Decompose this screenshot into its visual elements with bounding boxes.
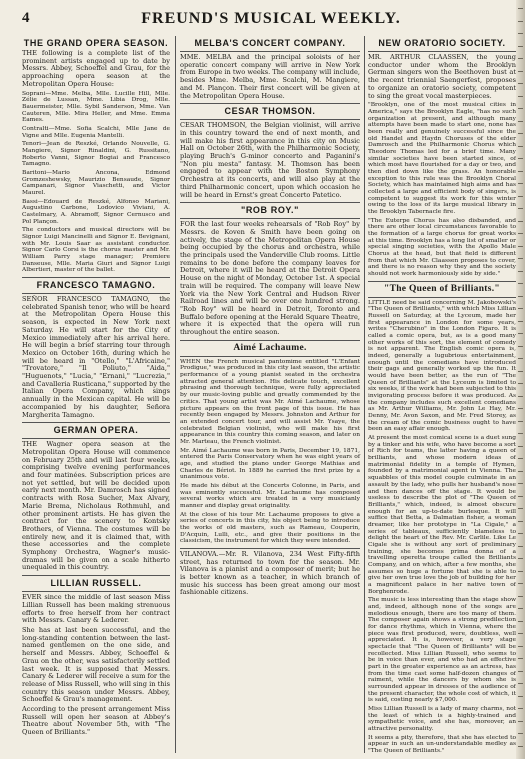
binding-mark (518, 746, 523, 747)
binding-mark (518, 608, 523, 609)
binding-mark (518, 521, 523, 522)
grand-opera-tenori: Tenori—Jean de Reszké, Orlando Nouvelle, G. Mangiere, Signor Rinaldini, G. Russitano, Roberto Vanni, Signor Bogiai and Francesco Tamagno. (22, 141, 170, 168)
binding-mark (518, 433, 523, 434)
rob-roy-body: FOR the last four weeks rehearsals of "Rob Roy" by Messrs. de Koven & Smith have been going on actively, the stage of the Metropolitan Opera House being occupied by the chorus and orchestra, while the principals used the Vanderville Club rooms. Little remains to be done before the company leaves for Detroit, where it will be heard at the Detroit Opera House on the night of Monday, October 1st. A special train will be required. The company will leave New York via the New York Central and Hudson River Railroad lines and will be over one hundred strong. "Rob Roy" will be heard in Detroit, Toronto and Buffalo before opening at the Herald Square Theatre, where it is expected that the opera will run throughout the entire season. (180, 220, 360, 337)
binding-mark (518, 658, 523, 659)
russell-p3: According to the present arrangement Miss Russell will open her season at Abbey's Theatre about November 5th, with "The Queen of Brilliants." (22, 705, 170, 737)
article-heading-lillian-russell: LILLIAN RUSSELL. (50, 578, 142, 589)
lachaume-p2: Mr. Aimé Lachaume was born in Paris, December 19, 1871, entered the Paris Conservatory when he was eight years of age, and studied the piano under George Mathias and Charles de Bériot. In 1889 he carried the first prize by a unanimous vote. (180, 447, 360, 481)
article-heading-thomson: CESAR THOMSON. (224, 106, 316, 117)
melba-body: MME. MELBA and the principal soloists of her operatic concert company will arrive in New York from Europe in two weeks. The company will include, besides Mme. Melba, Mme. Scalchi, M. Mangiere, and M. Plançon. Their first concert will be given at the Metropolitan Opera House. (180, 53, 360, 100)
russell-p2: She has at last been successful, and the long-standing contention between the last-named gentlemen on the one side, and herself and Messrs. Abbey, Schoeffel & Grau on the other, was satisfactorily settled last week. It is supposed that Messrs. Canary & Lederer will receive a sum for the release of Miss Russell, who will sing in this country this season under Messrs. Abbey, Schoeffel & Grau's management. (22, 626, 170, 704)
binding-mark (518, 121, 523, 122)
binding-mark (518, 583, 523, 584)
grand-opera-intro: THE following is a complete list of the prominent artists engaged up to date by Messrs. Abbey, Schoeffel and Grau, for the approaching opera season at the Metropolitan Opera House: (22, 49, 170, 88)
binding-mark (518, 221, 523, 222)
divider (180, 202, 360, 203)
oratorio-p3: "The Euterpe Chorus has also disbanded, and there are other local circumstances favorable to the formation of a large chorus for great works at this time. Brooklyn has a long list of smaller or special singing societies, with the Apollo Male Chorus at the head, but that field is different from that which Mr. Claassen proposes to cover, and there is no reason why they and the society should not work harmoniously side by side." (368, 217, 516, 278)
article-heading-german-opera: GERMAN OPERA. (53, 425, 139, 436)
binding-mark (518, 496, 523, 497)
binding-mark (518, 133, 523, 134)
binding-mark (518, 208, 523, 209)
article-heading-tamagno: FRANCESCO TAMAGNO. (36, 279, 156, 290)
thomson-body: CESAR THOMSON, the Belgian violinist, will arrive in this country toward the end of next month, and will make his first appearance in this city on Music Hall on October 26th, with the Philharmonic Society, playing Bruch's G-minor concerto and Paganini's "Non piu mesta" fantasy. M. Thomson has been engaged to appear with the Boston Symphony Orchestra at its concerts, and will also play at the third Philharmonic concert, upon which occasion he will be heard in Ernst's great Concerto Patetico. (180, 121, 360, 199)
divider (368, 281, 516, 282)
binding-mark (518, 558, 523, 559)
binding-mark (518, 646, 523, 647)
queen-p4: Miss Lillian Russell is a lady of many charms, not the least of which is a highly-trained and sympathetic voice, and she has, moreover, an attractive personality. (368, 706, 516, 733)
binding-mark (518, 21, 523, 22)
binding-mark (518, 408, 523, 409)
lachaume-p1: WHEN the French musical pantomime entitled "L'Enfant Prodigue," was produced in this city last season, the artistic performance of a young pianist seated in the orchestra attracted general attention. His delicate touch, excellent phrasing and thorough technique, were fully appreciated by our music-loving public and greatly commended by the critics. That young artist was Mr. Aimé Lachaume, whose picture appears on the front page of this issue. He has recently been engaged by Messrs. Johnston and Arthur for an extended concert tour, and will assist Mr. Ysaye, the celebrated Belgian violinist, who will make his first appearance in this country this coming season, and later on Mr. Marteau, the French violinist. (180, 358, 360, 445)
divider (22, 422, 170, 423)
publication-title: FREUND'S MUSICAL WEEKLY. (141, 10, 401, 27)
divider (180, 548, 360, 549)
binding-mark (518, 308, 523, 309)
grand-opera-baritoni: Baritoni—Mario Ancona, Edmond Gromzeshewsky, Maurizio Bensaude, Signor Campanari, Signor Viaschetti, and Victor Maurel. (22, 169, 170, 196)
binding-mark (518, 158, 523, 159)
binding-mark (518, 146, 523, 147)
russell-p1: EVER since the middle of last season Miss Lillian Russell has been making strenuous efforts to free herself from her contract with Messrs. Canary & Lederer. (22, 593, 170, 625)
divider (22, 438, 170, 439)
column-rule-left (175, 36, 176, 753)
vilanova-body: VILANOVA.—Mr. R. Vilanova, 234 West Fifty-fifth street, has returned to town for the season. Mr. Vilanova is a pianist and a composer of merit; but he is better known as a teacher, in which branch of music his success has been great among our most fashionable citizens. (180, 549, 360, 597)
binding-mark (518, 596, 523, 597)
article-heading-oratorio-society: NEW ORATORIO SOCIETY. (378, 38, 506, 48)
binding-mark (518, 196, 523, 197)
binding-mark (518, 483, 523, 484)
column-3 (368, 36, 516, 755)
column-1 (22, 36, 170, 751)
binding-mark (518, 471, 523, 472)
binding-mark (518, 633, 523, 634)
binding-mark (518, 283, 523, 284)
binding-mark (518, 621, 523, 622)
grand-opera-conductors: The conductors and musical directors will be Signor Luigi Mancinelli and Signor E. Bevignani, with Mr. Louis Saar as assistant conductor. Signor Carlo Corsi is the chorus master and Mr. William Parry stage manager; Premiere Danseuse, Mlle. Maria Giuri and Signor Luigi Albertieri, master of the ballet. (22, 227, 170, 274)
article-heading-lachaume: Aimé Lachaume. (233, 342, 307, 353)
lachaume-p4: At the close of his tour Mr. Lachaume proposes to give a series of concerts in this city, his object being to introduce the works of old masters, such as Rameau, Couperin, D'Acquin, Lulli, etc., and give their positions in the classicism, the instrument for which they were intended. (180, 511, 360, 545)
tamagno-body: SEÑOR FRANCESCO TAMAGNO, the celebrated Spanish tenor, who will be heard at the Metropolitan Opera House this season, is expected in New York next Saturday. He will start for the City of Mexico immediately after his arrival here. He will begin a brief starring tour through Mexico on October 16th, during which he will be heard in "Otello," "L'Africaine," "Trovatore," "Il Poliuto," "Aida," "Huguenots," "Lucia," "Ernani," "Lucrezia," and Cavalleria Rusticana," supported by the Italian Opera Company, which sings annually in the Mexican capital. He will be accompanied by his daughter, Señora Margherita Tamagno. (22, 294, 170, 419)
binding-mark (518, 721, 523, 722)
divider (368, 297, 516, 298)
binding-mark (518, 271, 523, 272)
binding-mark (518, 671, 523, 672)
grand-opera-bassi: Bassi—Edouard de Reszké, Alfonso Mariani, Augustino Carbone, Lodovico Viviani, A. Castelmary, A. Abramoff, Signor Cernusco and Pol Plançon. (22, 198, 170, 225)
binding-mark (518, 296, 523, 297)
binding-mark (518, 258, 523, 259)
article-heading-queen-of-brilliants: "The Queen of Brilliants." (384, 283, 500, 294)
binding-mark (518, 46, 523, 47)
binding-mark (518, 696, 523, 697)
binding-mark (518, 383, 523, 384)
binding-mark (518, 358, 523, 359)
divider (22, 277, 170, 278)
article-heading-grand-opera: THE GRAND OPERA SEASON. (23, 38, 169, 48)
binding-mark (518, 571, 523, 572)
binding-mark (518, 58, 523, 59)
divider (180, 119, 360, 120)
article-heading-melba: MELBA'S CONCERT COMPANY. (194, 38, 346, 48)
divider (180, 103, 360, 104)
divider (180, 340, 360, 341)
binding-mark (518, 321, 523, 322)
binding-mark (518, 171, 523, 172)
binding-mark (518, 246, 523, 247)
queen-p5: It seems a pity, therefore, that she has elected to appear in such an un-understandable medley as "The Queen of Brilliants." (368, 734, 516, 755)
german-opera-body: THE Wagner opera season at the Metropolitan Opera House will commence on February 25th and will last four weeks, comprising twelve evening performances and four matinées. Subscription prices are not yet settled, but will be decided upon early next month. Mr. Damrosch has signed contracts with Rosa Sucher, Max Alvary, Marie Brema, Nicholaus Rothmuhl, and other prominent artists. He has given the contract for the scenery to Kontsky Brothers, of Vienna. The costumes will be entirely new, and it is claimed that, with these accessories and the complete Symphony Orchestra, Wagner's music-dramas will be given on a scale hitherto unequaled in this country. (22, 440, 170, 572)
queen-p1: LITTLE need be said concerning M. Jakobowski's "The Queen of Brilliants," with which Miss Lillian Russell on Saturday, at the Lyceum, made her first appearance in London for some years, writes "Cherubino" in the London Figaro. It is called a comic opera, but, as is a good many other works of this sort, the element of comedy is not apparent. The English comic opera is, indeed, generally a lugubrious entertainment, enough until the comedians have introduced their gags and generally worked up the fun. It would have been better, as the run of "The Queen of Brilliants" at the Lyceum is limited to six weeks, if the work had been subjected to this invigorating process before it was produced. As the company includes such excellent comedians as Mr. Arthur Williams, Mr. John Le Hay, Mr. Denny, Mr. Avon Saxon, and Mr. Fred Storey, as the cream of the comic business ought to have been an easy affair enough. (368, 299, 516, 433)
lachaume-p3: He made his début at the Concerts Colonne, in Paris, and was eminently successful. Mr. Lachaume has composed several works which are treated in a very musicianly manner and display great originality. (180, 482, 360, 509)
bound-page-edge (516, 0, 525, 759)
binding-mark (518, 333, 523, 334)
column-2 (180, 36, 360, 751)
divider (22, 575, 170, 576)
column-rule-right (364, 36, 365, 753)
binding-mark (518, 733, 523, 734)
binding-mark (518, 446, 523, 447)
binding-mark (518, 396, 523, 397)
binding-mark (518, 8, 523, 9)
divider (180, 218, 360, 219)
grand-opera-soprani: Soprani—Mme. Melba, Mlle. Lucille Hill, Mlle. Zélie de Lussan, Mme. Libia Drog, Mlle. Bauermeister, Mlle. Sybil Sanderson, Mme. Van Cauteren, Mlle. Mira Heller, and Mme. Emma Eames. (22, 90, 170, 124)
binding-mark (518, 533, 523, 534)
grand-opera-contralti: Contralti—Mme. Sofia Scalchi, Mlle Jane de Vigne and Mlle. Eugenia Mantelli. (22, 125, 170, 139)
binding-mark (518, 233, 523, 234)
binding-mark (518, 108, 523, 109)
binding-mark (518, 546, 523, 547)
page-number: 4 (22, 10, 30, 26)
binding-mark (518, 508, 523, 509)
divider (22, 293, 170, 294)
oratorio-p2: "Brooklyn, one of the most musical cities in America," says the Brooklyn Eagle, "has no such organization at present, and although many attempts have been made to start one, none has been really and genuinely successful since the old Handel and Haydn Choruses of the elder Damrosch and the Philharmonic Chorus which Theodore Thomas led for a brief time. Many similar societies have been started since, of which most have flourished for a day or two, and then died down like the grass. An honorable exception to this rule was the Brooklyn Choral Society, which has maintained high aims and has collected a large and efficient body of singers, is competent to suggest its work for this winter owing to the loss of its large musical library in the Brooklyn Tabernacle fire. (368, 102, 516, 215)
divider (180, 356, 360, 357)
binding-mark (518, 458, 523, 459)
binding-mark (518, 371, 523, 372)
article-heading-rob-roy: "ROB ROY." (240, 205, 300, 216)
divider (22, 591, 170, 592)
queen-p2: At present the most comical scene is a duet sung by a tinker and his wife, who have become a sort of Rich for teams, the latter having a queen of brilliants, and whose modern ideas of matrimonial fidelity in a temple of Hymen, founded by a matrimonial agent in Vienna. The squabbles of this model couple culminate in an assault by the lady, who pulls her husband's nose and then dances off the stage. It would be useless to describe the plot of "The Queen of Brilliants," which, indeed, is almost obscure enough for an up-to-date burlesque. It will suffice that Betta, a Dalmatian fisher, a woman dreamer, like her prototype in "La Cigale," a series of tableaux, sufficiently blameless to delight the heart of the Rev. Mr. Carlile. Like Le Cigale she is without any sort of preliminary training, she becomes prima donna of a travelling operetta troupe called the Brilliants Company, and on which, after a few months, she assumes so huge a fortune that she is able to give her own true love the job of building for her a magnificent palace in her native town of Borghenrode. (368, 435, 516, 595)
binding-mark (518, 421, 523, 422)
binding-mark (518, 33, 523, 34)
binding-mark (518, 96, 523, 97)
oratorio-p1: MR. ARTHUR CLAASSEN, the young conductor under whom the Brooklyn German singers won the Beethoven bust at the recent triennial Saengerfest, proposes to organize an oratorio society, competent to sing the great vocal masterpieces. (368, 53, 516, 100)
queen-p3: The music is less interesting than the stage show and, indeed, although none of the songs are melodious enough, there are too many of them. The composer again shows a strong predilection for dance rhythms, which in Vienna, where the piece was first produced, were, doubtless, well appreciated. It is, however, a very stage spectacle that "The Queen of Brilliants" will be recollected. Miss Lillian Russell, who seems to be in voice than ever, and who had an effective part in the greater experience as an actress, has from the time cast some half-dozen changes of raiment, while the dancers by whom she is surrounded appear in dresses of the audience of the present character, the whole cost of which, it is said, costing nearly $7,000. (368, 597, 516, 704)
divider (368, 51, 516, 52)
binding-mark (518, 83, 523, 84)
binding-mark (518, 183, 523, 184)
binding-mark (518, 71, 523, 72)
divider (180, 51, 360, 52)
binding-mark (518, 683, 523, 684)
binding-mark (518, 346, 523, 347)
binding-mark (518, 708, 523, 709)
